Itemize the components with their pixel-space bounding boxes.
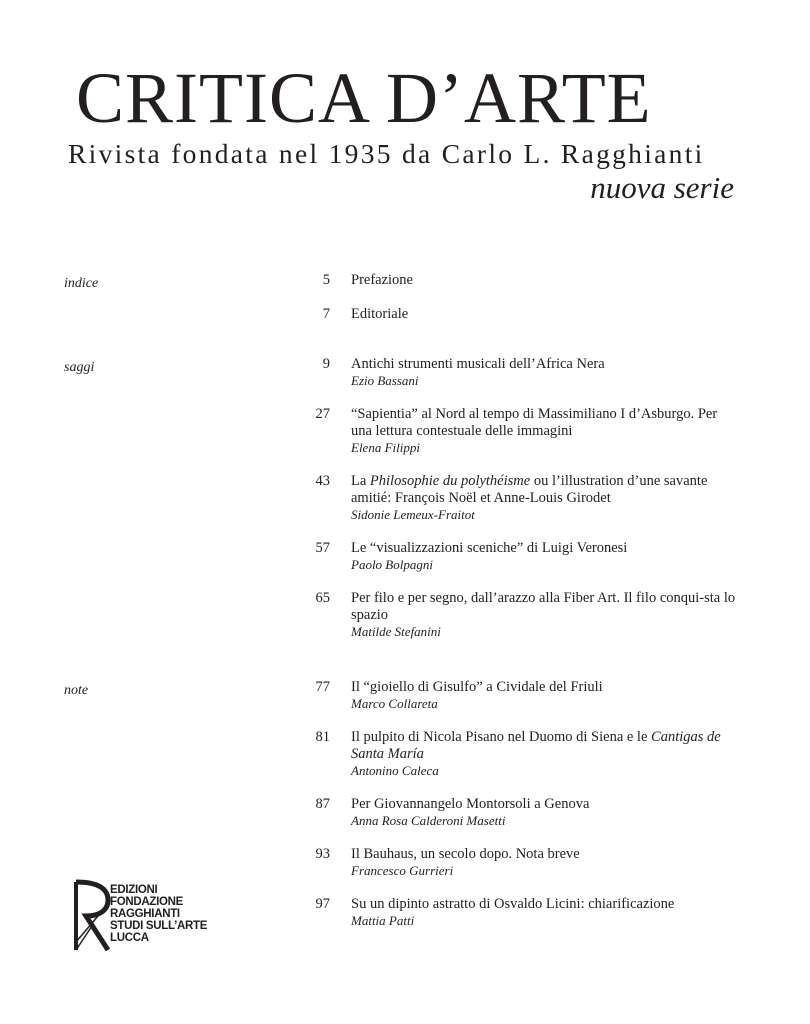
entry-author: Sidonie Lemeux-Fraitot (351, 507, 475, 522)
toc-section-indice (0, 272, 810, 323)
entry-page-number: 43 (315, 473, 330, 489)
entry-title (351, 473, 739, 507)
entry-title: Prefazione (351, 272, 413, 288)
toc-entry[interactable] (0, 406, 810, 456)
toc-entry[interactable] (0, 796, 810, 829)
entry-title-part: ou l’illustration d’une savante amitié: François Noël et Anne-Louis Girodet (351, 473, 708, 506)
publisher-line: STUDI SULL’ARTE (110, 920, 208, 932)
journal-subtitle: Rivista fondata nel 1935 da Carlo L. Ragghianti (68, 138, 705, 169)
toc-entry[interactable] (0, 540, 810, 573)
entry-author: Marco Collareta (351, 696, 438, 711)
entry-page-number: 5 (322, 272, 330, 288)
entry-author: Paolo Bolpagni (351, 557, 433, 572)
entry-author: Mattia Patti (351, 913, 415, 928)
entry-title: Editoriale (351, 306, 409, 322)
toc-section-saggi (0, 356, 810, 640)
entry-title: Antichi strumenti musicali dell’Africa Nera (351, 356, 605, 372)
table-of-contents (0, 272, 810, 946)
toc-entry[interactable] (0, 272, 810, 289)
entry-title: Su un dipinto astratto di Osvaldo Licini: chiarificazione (351, 896, 675, 912)
entry-author: Elena Filippi (351, 440, 420, 455)
entry-page-number: 81 (315, 729, 330, 745)
entry-page-number: 65 (315, 590, 330, 606)
publisher-line: LUCCA (110, 932, 149, 944)
entry-title-part: La (351, 473, 370, 489)
section-label: indice (64, 276, 99, 291)
entry-title (351, 729, 739, 763)
entry-title-italic: Philosophie du polythéisme (369, 473, 531, 489)
toc-entry[interactable] (0, 473, 810, 523)
entry-author: Antonino Caleca (351, 763, 439, 778)
section-label: note (64, 683, 89, 698)
entry-page-number: 27 (315, 406, 330, 422)
entry-title: Per Giovannangelo Montorsoli a Genova (351, 796, 590, 812)
entry-title: Le “visualizzazioni sceniche” di Luigi Veronesi (351, 540, 628, 556)
section-label: saggi (64, 360, 95, 375)
toc-entry[interactable] (0, 590, 810, 640)
entry-author: Ezio Bassani (351, 373, 419, 388)
toc-entry[interactable] (0, 729, 810, 779)
publisher-line: EDIZIONI (110, 884, 158, 896)
toc-entry[interactable] (0, 846, 810, 879)
entry-title: Il “gioiello di Gisulfo” a Cividale del Friuli (351, 679, 603, 695)
entry-page-number: 57 (315, 540, 330, 556)
toc-entry[interactable] (0, 679, 810, 712)
publisher-line: FONDAZIONE (110, 896, 184, 908)
entry-page-number: 77 (315, 679, 330, 695)
publisher-name (110, 884, 207, 944)
entry-title-part: Il pulpito di Nicola Pisano nel Duomo di Siena e le (351, 729, 652, 745)
entry-title: Per filo e per segno, dall’arazzo alla Fiber Art. Il filo conqui-sta lo spazio (351, 590, 736, 623)
entry-page-number: 7 (322, 306, 330, 322)
series-label: nuova serie (590, 170, 734, 205)
journal-title: CRITICA D’ARTE (76, 58, 652, 138)
entry-page-number: 93 (315, 846, 330, 862)
entry-page-number: 9 (322, 356, 330, 372)
toc-entry[interactable] (0, 306, 810, 323)
toc-entry[interactable] (0, 356, 810, 389)
entry-page-number: 87 (315, 796, 330, 812)
entry-title: Il Bauhaus, un secolo dopo. Nota breve (351, 846, 580, 862)
publisher-logo (74, 876, 214, 956)
publisher-line: RAGGHIANTI (110, 908, 180, 920)
entry-page-number: 97 (315, 896, 330, 912)
r-monogram-icon (74, 876, 114, 956)
entry-author: Matilde Stefanini (351, 624, 441, 639)
entry-author: Francesco Gurrieri (351, 863, 454, 878)
entry-author: Anna Rosa Calderoni Masetti (351, 813, 506, 828)
entry-title-italic: Cantigas de Santa María (351, 729, 721, 762)
entry-title: “Sapientia” al Nord al tempo di Massimiliano I d’Asburgo. Per una lettura contestuale delle immagini (351, 406, 718, 439)
